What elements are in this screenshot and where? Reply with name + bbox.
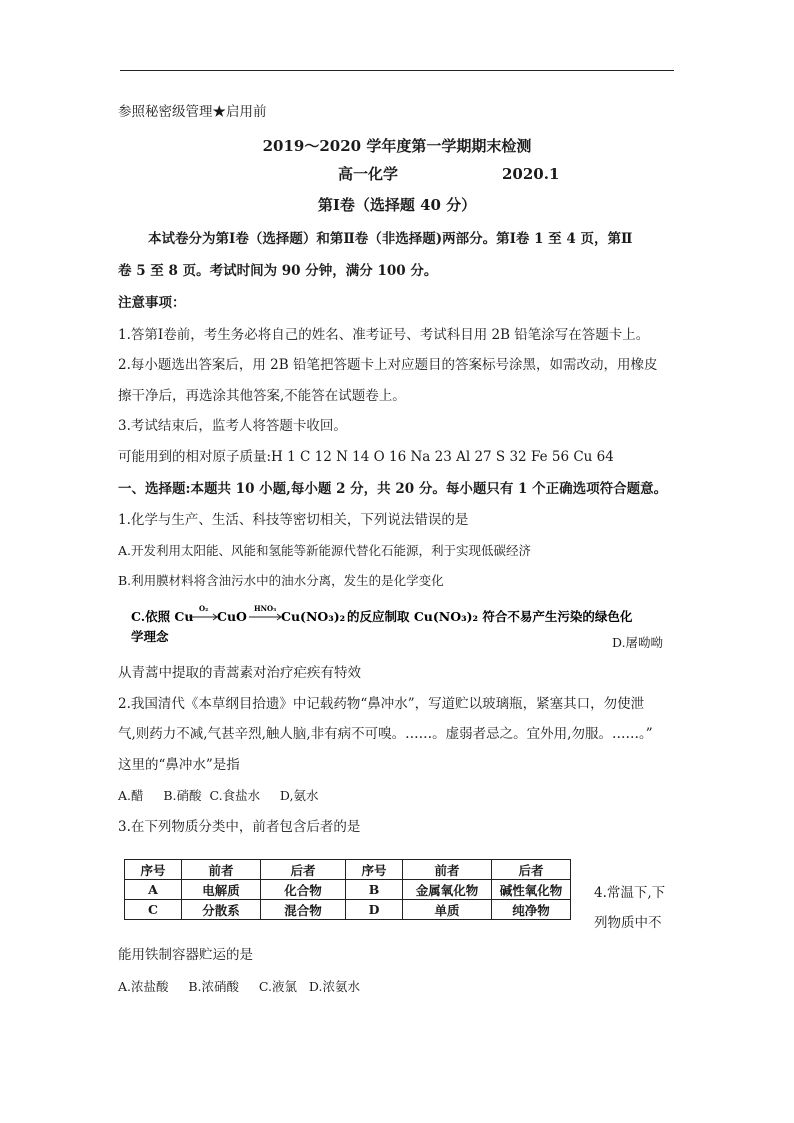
q2-options: A.醋 B.硝酸 C.食盐水 D,氨水 bbox=[118, 788, 319, 803]
table-cell: B bbox=[346, 880, 403, 900]
table-header-cell: 后者 bbox=[492, 860, 571, 880]
table-header-cell: 前者 bbox=[182, 860, 261, 880]
arrow-1-reagent: O₂ bbox=[199, 604, 209, 613]
volume-title: 第Ⅰ卷（选择题 40 分） bbox=[317, 196, 477, 214]
section-1-heading: 一、选择题:本题共 10 小题,每小题 2 分，共 20 分。每小题只有 1 个正确选项符合题意。 bbox=[118, 481, 668, 497]
exam-date: 2020.1 bbox=[502, 165, 560, 183]
table-cell: 单质 bbox=[403, 900, 492, 920]
note-item-3: 3.考试结束后，监考人将答题卡收回。 bbox=[118, 418, 347, 434]
top-rule bbox=[120, 70, 674, 71]
q4-line-2: 列物质中不 bbox=[594, 915, 662, 931]
q2-line-1: 2.我国清代《本草纲目拾遗》中记载药物“鼻冲水”，写道贮以玻璃瓶，紧塞其口，勿使泄 bbox=[118, 696, 645, 712]
note-item-2-line-2: 擦干净后，再选涂其他答案,不能答在试题卷上。 bbox=[118, 388, 406, 404]
q4-line-3: 能用铁制容器贮运的是 bbox=[118, 947, 253, 963]
table-header-cell: 后者 bbox=[261, 860, 346, 880]
table-cell: 化合物 bbox=[261, 880, 346, 900]
table-cell: A bbox=[125, 880, 182, 900]
table-cell: D bbox=[346, 900, 403, 920]
option-c-prefix: C.依照 Cu bbox=[131, 609, 194, 624]
table-cell: 纯净物 bbox=[492, 900, 571, 920]
table-cell: 分散系 bbox=[182, 900, 261, 920]
atomic-masses: 可能用到的相对原子质量:H 1 C 12 N 14 O 16 Na 23 Al 27 S 32 Fe 56 Cu 64 bbox=[118, 449, 614, 465]
arrow-2-reagent: HNO₃ bbox=[254, 604, 277, 613]
q3-table-wrap bbox=[124, 859, 571, 920]
q4-options: A.浓盐酸 B.浓硝酸 C.液氯 D.浓氨水 bbox=[118, 979, 360, 994]
q1-stem: 1.化学与生产、生活、科技等密切相关，下列说法错误的是 bbox=[118, 512, 469, 528]
note-item-2-line-1: 2.每小题选出答案后，用 2B 铅笔把答题卡上对应题目的答案标号涂黑，如需改动，用橡皮 bbox=[118, 357, 658, 373]
table-header-row bbox=[125, 860, 571, 880]
q1-option-d-continued: 从青蒿中提取的青蒿素对治疗疟疾有特效 bbox=[118, 665, 361, 681]
q3-stem: 3.在下列物质分类中，前者包含后者的是 bbox=[118, 819, 361, 835]
q1-option-c-svg bbox=[131, 604, 633, 644]
option-c-suffix: 的反应制取 Cu(NO₃)₂ 符合不易产生污染的绿色化 bbox=[347, 609, 633, 624]
q2-line-2: 气,则药力不减,气甚辛烈,触人脑,非有病不可嗅。……。虚弱者忌之。宜外用,勿服。……。” bbox=[118, 726, 653, 742]
q1-option-b: B.利用膜材料将含油污水中的油水分离，发生的是化学变化 bbox=[118, 573, 444, 588]
table-row bbox=[125, 880, 571, 900]
q3-classification-table bbox=[124, 859, 571, 920]
q1-option-a: A.开发利用太阳能、风能和氢能等新能源代替化石能源，利于实现低碳经济 bbox=[118, 543, 532, 558]
q4-line-1: 4.常温下,下 bbox=[594, 885, 666, 901]
table-cell: 金属氧化物 bbox=[403, 880, 492, 900]
q1-option-c bbox=[131, 604, 633, 644]
intro-line-2: 卷 5 至 8 页。考试时间为 90 分钟，满分 100 分。 bbox=[118, 263, 438, 279]
intro-line-1: 本试卷分为第Ⅰ卷（选择题）和第Ⅱ卷（非选择题)两部分。第Ⅰ卷 1 至 4 页，第Ⅱ bbox=[148, 231, 633, 247]
q2-line-3: 这里的“鼻冲水”是指 bbox=[118, 757, 240, 773]
notes-heading: 注意事项： bbox=[118, 295, 186, 311]
exam-title: 2019～2020 学年度第一学期期末检测 bbox=[262, 137, 532, 155]
table-header-cell: 序号 bbox=[346, 860, 403, 880]
q1-option-d-start: D.屠呦呦 bbox=[612, 635, 664, 650]
option-c-line-2: 学理念 bbox=[131, 629, 169, 644]
note-item-1: 1.答第Ⅰ卷前，考生务必将自己的姓名、准考证号、考试科目用 2B 铅笔涂写在答题卡上。 bbox=[118, 327, 650, 343]
subject-title: 高一化学 bbox=[338, 165, 399, 183]
table-cell: 碱性氧化物 bbox=[492, 880, 571, 900]
table-header-cell: 前者 bbox=[403, 860, 492, 880]
table-row bbox=[125, 900, 571, 920]
confidential-label: 参照秘密级管理★启用前 bbox=[118, 104, 267, 120]
table-cell: C bbox=[125, 900, 182, 920]
option-c-product: Cu(NO₃)₂ bbox=[281, 609, 346, 624]
option-c-cuo: CuO bbox=[217, 609, 247, 624]
table-header-cell: 序号 bbox=[125, 860, 182, 880]
table-cell: 混合物 bbox=[261, 900, 346, 920]
table-cell: 电解质 bbox=[182, 880, 261, 900]
